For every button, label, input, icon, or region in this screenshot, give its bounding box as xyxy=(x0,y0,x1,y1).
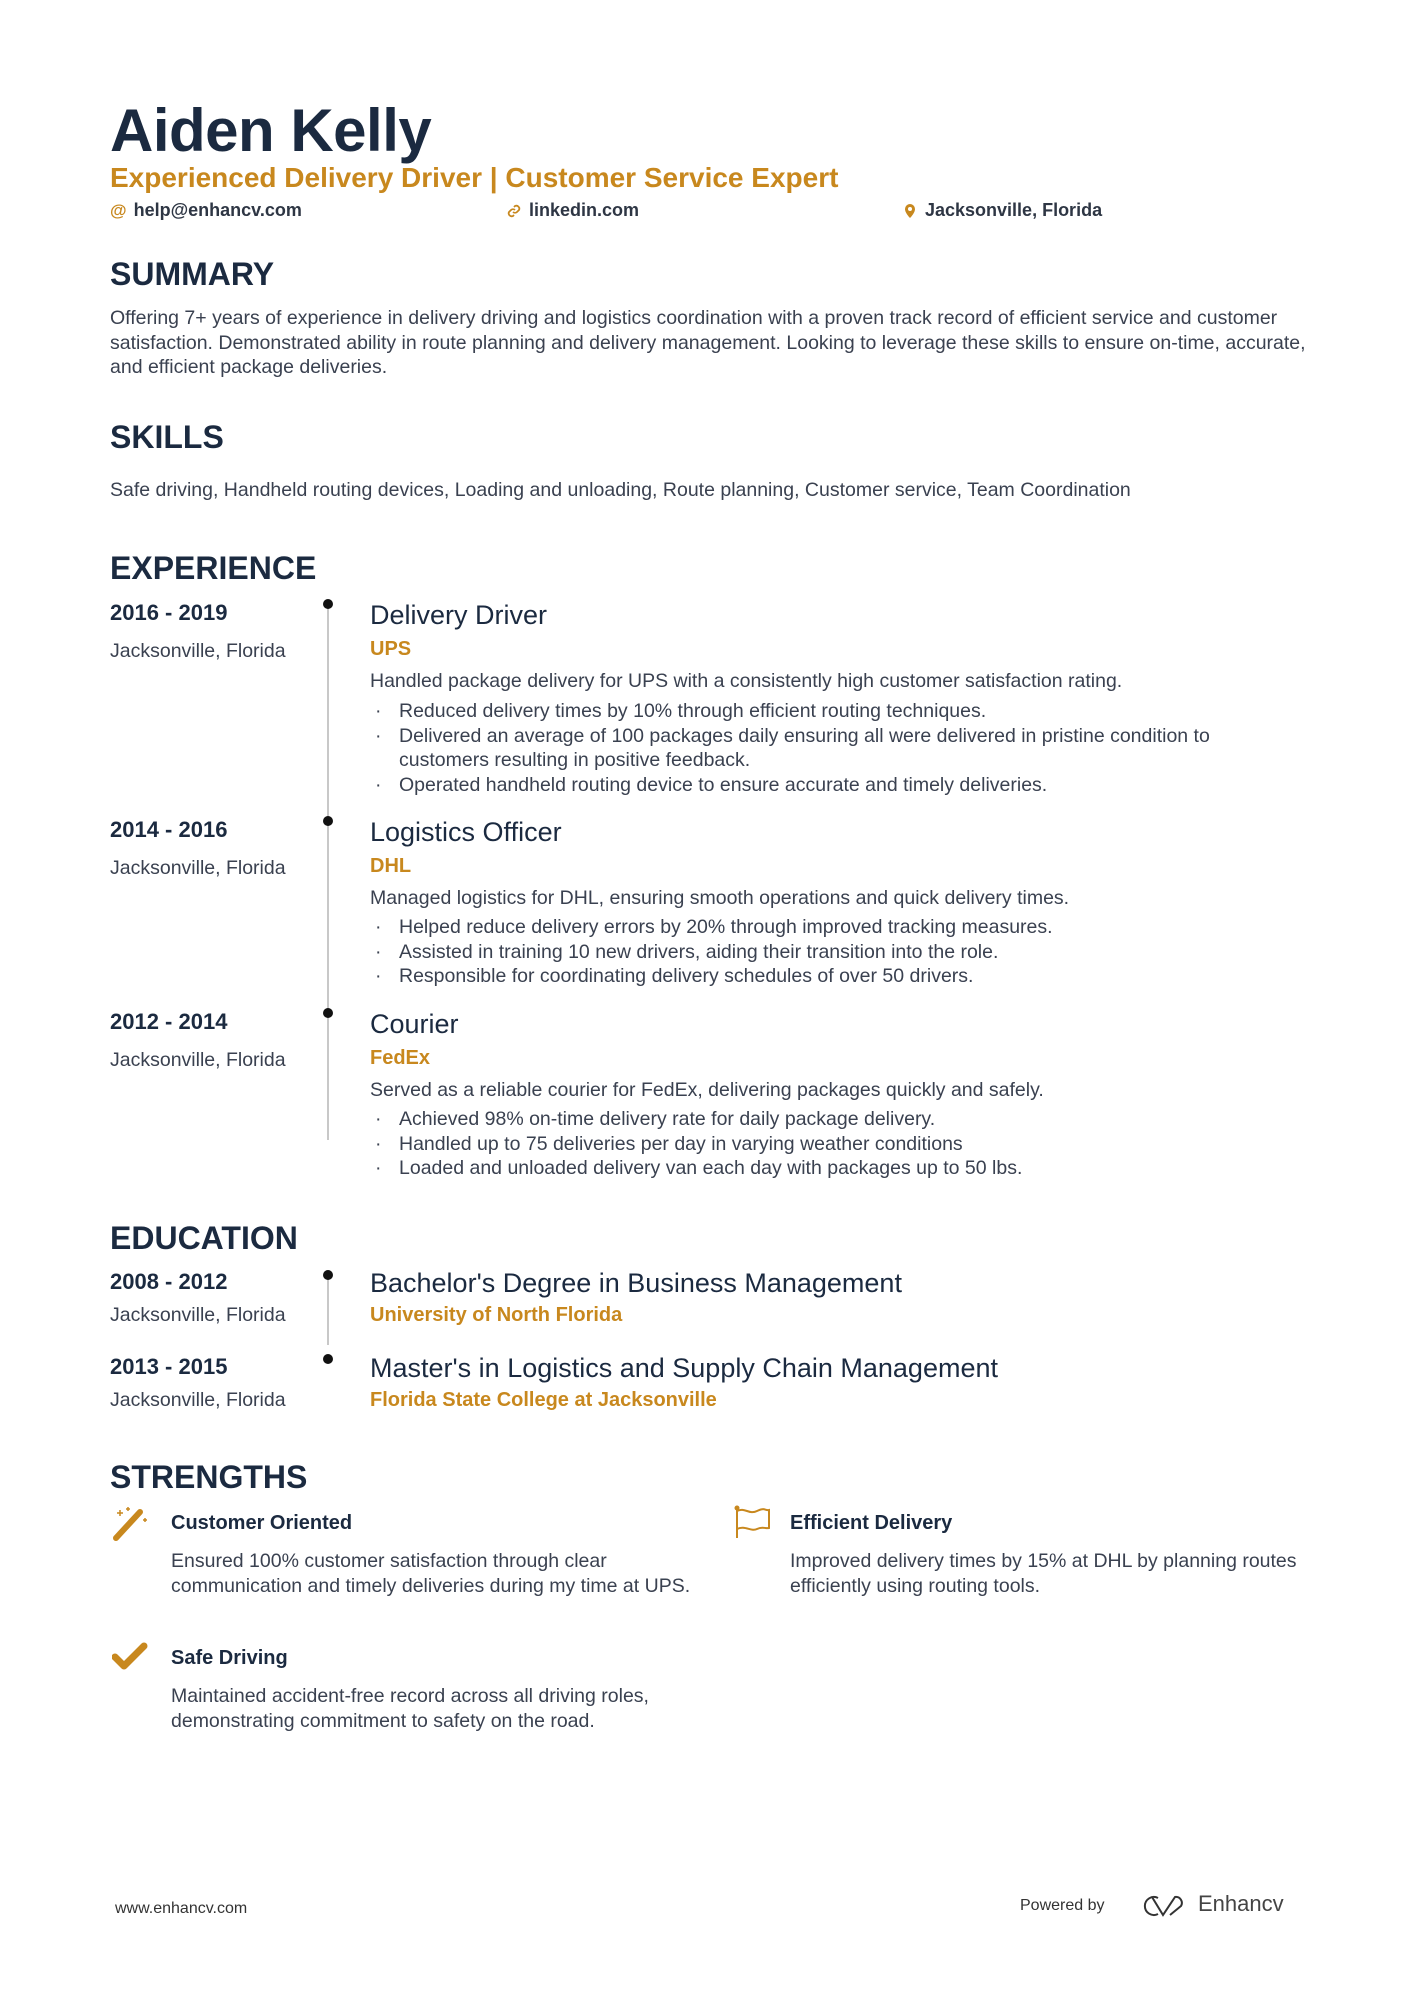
strength-text: Maintained accident-free record across all driving roles, demonstrating commitment to safety on the road. xyxy=(171,1685,649,1732)
summary-text: Offering 7+ years of experience in delivery driving and logistics coordination with a proven track record of efficient service and customer satisfaction. Demonstrated ability in route planning and delivery management. Looking to leverage these skills to ensure on-time, accurate, and efficient package deliveries. xyxy=(110,307,1306,378)
edu-degree: Bachelor's Degree in Business Management xyxy=(370,1268,902,1298)
timeline-dot xyxy=(323,1008,333,1018)
job-title: Courier xyxy=(370,1009,459,1039)
magic-wand-icon xyxy=(112,1504,150,1542)
contact-location xyxy=(902,200,1102,221)
job-description: Served as a reliable courier for FedEx, delivering packages quickly and safely. xyxy=(370,1079,1044,1101)
job-company: UPS xyxy=(370,638,412,660)
contact-linkedin[interactable] xyxy=(506,200,639,221)
job-bullet: · Achieved 98% on-time delivery rate for daily package delivery. xyxy=(370,1107,1300,1132)
job-bullet: · Reduced delivery times by 10% through efficient routing techniques. xyxy=(370,699,1300,724)
timeline-dot xyxy=(323,816,333,826)
job-bullets xyxy=(370,1107,1300,1181)
footer-brand: Enhancv xyxy=(1198,1891,1284,1916)
at-icon: @ xyxy=(110,200,127,220)
location-pin-icon xyxy=(902,203,918,219)
job-company: DHL xyxy=(370,855,412,877)
job-description: Managed logistics for DHL, ensuring smooth operations and quick delivery times. xyxy=(370,887,1070,909)
summary-heading: SUMMARY xyxy=(110,256,275,292)
job-company: FedEx xyxy=(370,1047,431,1069)
job-bullet: · Loaded and unloaded delivery van each day with packages up to 50 lbs. xyxy=(370,1156,1300,1181)
strengths-heading: STRENGTHS xyxy=(110,1459,308,1495)
edu-location: Jacksonville, Florida xyxy=(110,1304,286,1326)
enhancv-logo-icon xyxy=(1140,1893,1186,1919)
strength-title: Customer Oriented xyxy=(171,1512,353,1534)
job-bullets xyxy=(370,699,1300,797)
candidate-name: Aiden Kelly xyxy=(110,97,432,164)
edu-location: Jacksonville, Florida xyxy=(110,1389,286,1411)
candidate-subtitle: Experienced Delivery Driver | Customer Service Expert xyxy=(110,162,839,193)
job-bullet: · Operated handheld routing device to ensure accurate and timely deliveries. xyxy=(370,773,1300,798)
flag-icon xyxy=(733,1505,773,1539)
job-bullets xyxy=(370,915,1300,989)
job-description: Handled package delivery for UPS with a consistently high customer satisfaction rating. xyxy=(370,670,1123,692)
link-icon xyxy=(506,203,522,219)
edu-dates: 2013 - 2015 xyxy=(110,1354,228,1379)
strength-text: Ensured 100% customer satisfaction through clear communication and timely deliveries during my time at UPS. xyxy=(171,1550,691,1597)
timeline-line xyxy=(327,604,329,1140)
education-heading: EDUCATION xyxy=(110,1220,298,1256)
footer-website[interactable]: www.enhancv.com xyxy=(115,1900,248,1917)
check-icon xyxy=(112,1642,148,1672)
strength-text: Improved delivery times by 15% at DHL by planning routes efficiently using routing tools. xyxy=(790,1550,1297,1597)
job-bullet: · Helped reduce delivery errors by 20% through improved tracking measures. xyxy=(370,915,1300,940)
job-location: Jacksonville, Florida xyxy=(110,640,286,662)
experience-heading: EXPERIENCE xyxy=(110,550,317,586)
job-location: Jacksonville, Florida xyxy=(110,1049,286,1071)
edu-degree: Master's in Logistics and Supply Chain Management xyxy=(370,1353,998,1383)
job-bullet: · Handled up to 75 deliveries per day in varying weather conditions xyxy=(370,1132,1300,1157)
linkedin-text: linkedin.com xyxy=(529,200,640,220)
edu-school: University of North Florida xyxy=(370,1304,623,1326)
job-bullet: · Assisted in training 10 new drivers, aiding their transition into the role. xyxy=(370,940,1300,965)
timeline-line xyxy=(327,1275,329,1345)
timeline-dot xyxy=(323,599,333,609)
job-title: Logistics Officer xyxy=(370,817,562,847)
skills-heading: SKILLS xyxy=(110,419,224,455)
job-bullet: · Responsible for coordinating delivery schedules of over 50 drivers. xyxy=(370,964,1300,989)
contact-email[interactable] xyxy=(110,200,302,221)
edu-dates: 2008 - 2012 xyxy=(110,1269,228,1294)
job-dates: 2012 - 2014 xyxy=(110,1009,228,1034)
job-title: Delivery Driver xyxy=(370,600,548,630)
edu-school: Florida State College at Jacksonville xyxy=(370,1389,717,1411)
skills-text: Safe driving, Handheld routing devices, Loading and unloading, Route planning, Customer service, Team Coordination xyxy=(110,479,1131,501)
footer-powered-by: Powered by xyxy=(1020,1897,1105,1914)
job-bullet: · Delivered an average of 100 packages daily ensuring all were delivered in pristine condition to customers resulting in positive feedback. xyxy=(370,724,1300,773)
job-dates: 2016 - 2019 xyxy=(110,600,228,625)
location-text: Jacksonville, Florida xyxy=(925,200,1103,220)
job-location: Jacksonville, Florida xyxy=(110,857,286,879)
timeline-dot xyxy=(323,1270,333,1280)
email-text: help@enhancv.com xyxy=(133,200,302,220)
strength-title: Safe Driving xyxy=(171,1647,288,1669)
timeline-dot xyxy=(323,1354,333,1364)
strength-title: Efficient Delivery xyxy=(790,1512,953,1534)
job-dates: 2014 - 2016 xyxy=(110,817,228,842)
